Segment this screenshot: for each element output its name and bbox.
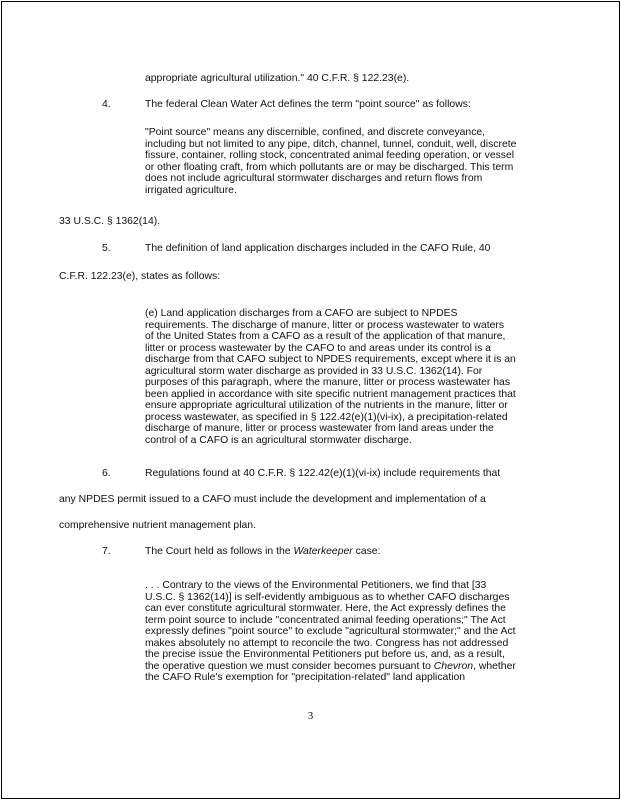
paragraph-7-lead: The Court held as follows in the bbox=[145, 546, 294, 557]
quote-line: term point source to include "concentrated animal feeding operations;" The Act bbox=[145, 614, 506, 626]
paragraph-6-line-3: comprehensive nutrient management plan. bbox=[59, 520, 256, 531]
quote-line: U.S.C. § 1362(14)] is self-evidently ambiguous as to whether CAFO discharges bbox=[145, 591, 510, 603]
quote-line: requirements. The discharge of manure, litter or process wastewater to waters bbox=[145, 319, 505, 331]
quote-line: irrigated agriculture. bbox=[145, 184, 237, 196]
quote-line: ensure appropriate agricultural utilization of the nutrients in the manure, litter or bbox=[145, 400, 508, 411]
quote-line-tail: , whether bbox=[473, 660, 516, 672]
quote-line: does not include agricultural stormwater discharges and return flows from bbox=[145, 173, 483, 184]
quote-line: fissure, container, rolling stock, concentrated animal feeding operation, or vessel bbox=[145, 150, 515, 161]
quote-line: including but not limited to any pipe, ditch, channel, tunnel, conduit, well, discrete bbox=[145, 138, 517, 150]
chevron-case-name: Chevron bbox=[433, 660, 474, 672]
block-quote-waterkeeper bbox=[145, 580, 516, 684]
paragraph-number-6: 6. bbox=[102, 468, 111, 479]
quote-line: process wastewater, as specified in § 122.42(e)(1)(vi-ix), a precipitation-related bbox=[145, 411, 508, 423]
quote-line: purposes of this paragraph, where the manure, litter or process wastewater has bbox=[145, 377, 511, 388]
page-number: 3 bbox=[307, 710, 314, 722]
paragraph-7-tail: case: bbox=[352, 546, 381, 557]
paragraph-7-text bbox=[145, 546, 380, 558]
continuation-line: appropriate agricultural utilization." 40 C.F.R. § 122.23(e). bbox=[145, 73, 410, 84]
quote-line: (e) Land application discharges from a CAFO are subject to NPDES bbox=[145, 308, 458, 319]
block-quote-land-application bbox=[145, 308, 516, 446]
quote-line: makes absolutely no attempt to reconcile the two. Congress has not addressed bbox=[145, 637, 509, 649]
quote-line: or other floating craft, from which pollutants are or may be discharged. This term bbox=[145, 161, 514, 173]
paragraph-5-line-2: C.F.R. 122.23(e), states as follows: bbox=[59, 271, 221, 282]
paragraph-6-line-2: any NPDES permit issued to a CAFO must include the development and implementation of a bbox=[59, 494, 486, 505]
quote-line bbox=[145, 661, 516, 673]
quote-line: the CAFO Rule's exemption for "precipitation-related" land application bbox=[145, 672, 466, 683]
paragraph-5-line-1: The definition of land application discharges included in the CAFO Rule, 40 bbox=[145, 243, 491, 254]
quote-line: been applied in accordance with site specific nutrient management practices that bbox=[145, 388, 516, 400]
paragraph-4-text: The federal Clean Water Act defines the term "point source" as follows: bbox=[145, 99, 471, 110]
quote-line: . . . Contrary to the views of the Environmental Petitioners, we find that [33 bbox=[145, 580, 487, 591]
quote-line: control of a CAFO is an agricultural stormwater discharge. bbox=[145, 434, 412, 446]
citation-usc: 33 U.S.C. § 1362(14). bbox=[59, 216, 161, 227]
quote-line: discharge of manure, litter or process wastewater from land areas under the bbox=[145, 423, 494, 434]
quote-line: the precise issue the Environmental Petitioners put before us, and, as a result, bbox=[145, 649, 505, 660]
quote-line: of the United States from a CAFO as a result of the application of that manure, bbox=[145, 331, 506, 342]
quote-line: litter or process wastewater by the CAFO to and areas under its control is a bbox=[145, 342, 491, 354]
paragraph-number-4: 4. bbox=[102, 99, 111, 110]
quote-line: "Point source" means any discernible, confined, and discrete conveyance, bbox=[145, 127, 486, 138]
quote-line: agricultural storm water discharge as provided in 33 U.S.C. 1362(14). For bbox=[145, 365, 483, 377]
quote-line: can ever constitute agricultural stormwater. Here, the Act expressly defines the bbox=[145, 603, 506, 614]
paragraph-number-5: 5. bbox=[102, 243, 111, 254]
paragraph-6-line-1: Regulations found at 40 C.F.R. § 122.42(e)(1)(vi-ix) include requirements that bbox=[145, 468, 501, 479]
quote-line: expressly defines "point source" to exclude "agricultural stormwater;" and the Act bbox=[145, 626, 516, 637]
case-name: Waterkeeper bbox=[293, 546, 353, 557]
quote-line-lead: the operative question we must consider becomes pursuant to bbox=[145, 660, 434, 672]
quote-line: discharge from that CAFO subject to NPDES requirements, except where it is an bbox=[145, 354, 516, 365]
block-quote-point-source bbox=[145, 127, 516, 196]
paragraph-number-7: 7. bbox=[102, 546, 111, 557]
